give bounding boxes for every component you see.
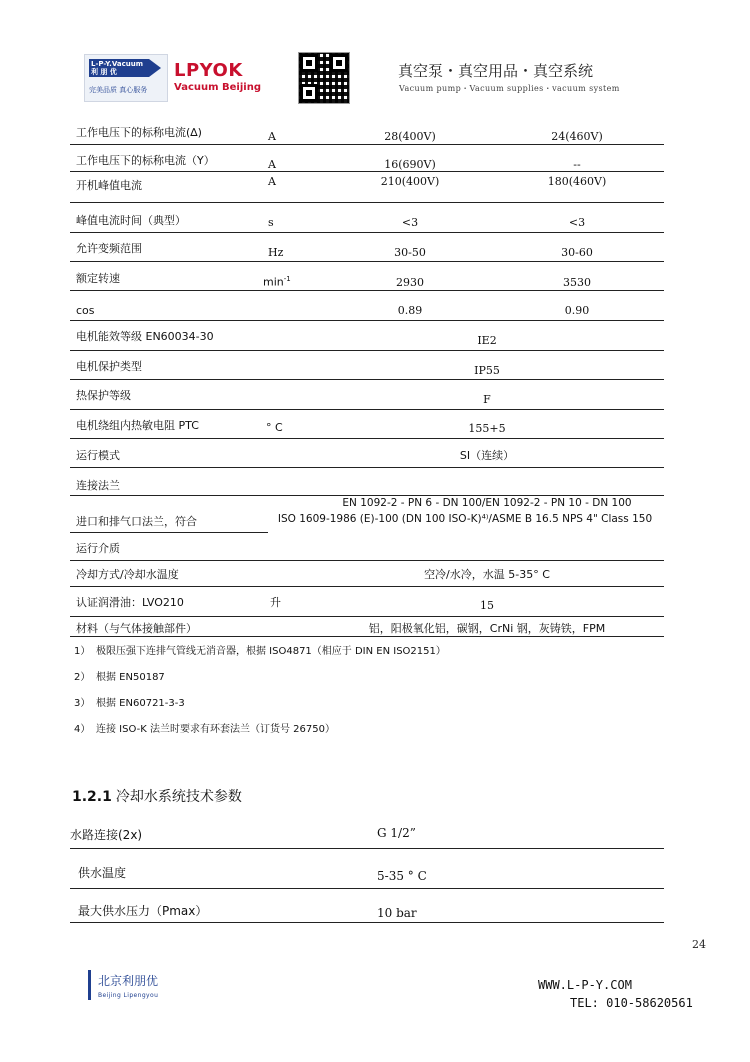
row-value: 15 (480, 599, 494, 612)
section-number: 1.2.1 (72, 789, 112, 805)
row-label: 电机保护类型 (76, 360, 142, 373)
row-label: 工作电压下的标称电流（Y） (76, 154, 215, 167)
logo-slogan: 完美品质 真心服务 (89, 86, 148, 94)
row-unit: s (268, 216, 274, 229)
row-value-1: 2930 (396, 276, 424, 289)
row-unit: Hz (268, 246, 284, 259)
row-label: 电机能效等级 EN60034-30 (76, 330, 214, 343)
row-value-2: -- (573, 158, 581, 171)
page-number: 24 (692, 938, 706, 951)
footer-accent-bar (88, 970, 91, 1000)
section-title (72, 786, 242, 806)
row-label: 水路连接(2x) (70, 828, 143, 842)
row-value: IP55 (474, 364, 500, 377)
row-value-2: 180(460V) (547, 175, 607, 188)
row-value-2: 30-60 (561, 246, 593, 259)
footnote: 4） 连接 ISO-K 法兰时要求有环套法兰（订货号 26750） (74, 724, 335, 735)
row-unit: A (268, 130, 276, 143)
row-unit: $\min^{-1}$ (263, 275, 291, 289)
row-value-2: 0.90 (564, 304, 590, 317)
row-value-1: <3 (401, 216, 419, 229)
row-value-1: 30-50 (394, 246, 426, 259)
row-label: 认证润滑油：LVO210 (76, 596, 184, 609)
row-label: 供水温度 (78, 866, 127, 880)
row-label: 额定转速 (76, 272, 120, 285)
row-unit: A (268, 158, 276, 171)
brand-logo (170, 60, 280, 100)
row-label: 工作电压下的标称电流(∆) (76, 126, 202, 139)
tagline-cn: 真空泵・真空用品・真空系统 (398, 62, 594, 80)
tagline-en: Vacuum pump・Vacuum supplies・vacuum system (399, 84, 620, 93)
footer-website-link[interactable]: WWW.L-P-Y.COM (538, 978, 632, 992)
row-label: 最大供水压力（Pmax） (78, 904, 208, 918)
row-label: 冷却方式/冷却水温度 (76, 568, 179, 581)
footer-company-cn: 北京利朋优 (98, 974, 159, 988)
company-logo (84, 54, 168, 102)
row-value: 空冷/水冷，水温 5-35° C (424, 568, 550, 581)
row-label: 运行模式 (76, 449, 120, 462)
row-label: cos (76, 304, 95, 317)
row-value-2: <3 (568, 216, 586, 229)
row-label: 峰值电流时间（典型） (76, 214, 186, 227)
brand-name: LPYOK (174, 60, 243, 81)
row-label: 进口和排气口法兰，符合 (76, 515, 197, 528)
logo-bar-text: L-P-Y.Vacuum 利 朋 优 (91, 60, 143, 76)
row-label: 热保护等级 (76, 389, 131, 402)
row-value: 155+5 (468, 422, 506, 435)
qr-code-icon (298, 52, 350, 104)
row-unit: A (268, 175, 276, 188)
row-value: G 1/2” (377, 826, 416, 840)
row-label: 材料（与气体接触部件） (76, 622, 197, 635)
row-value-1: 28(400V) (384, 130, 436, 143)
row-value-2: 3530 (563, 276, 591, 289)
footnote: 2） 根据 EN50187 (74, 672, 165, 683)
row-value: 10 bar (377, 906, 417, 920)
row-value: 铝，阳极氧化铝，碳钢，CrNi 钢，灰铸铁，FPM (368, 622, 606, 635)
row-label: 开机峰值电流 (76, 179, 142, 192)
row-label: 电机绕组内热敏电阻 PTC (76, 419, 199, 432)
section-heading: 冷却水系统技术参数 (115, 789, 242, 805)
row-value: F (483, 393, 491, 406)
flange-standard-2: ISO 1609-1986 (E)-100 (DN 100 ISO-K)⁴⁾/ASME B 16.5 NPS 4" Class 150 (277, 513, 653, 525)
row-unit: ° C (266, 421, 283, 434)
row-label: 连接法兰 (76, 479, 120, 492)
row-value: 5-35 ° C (377, 869, 427, 883)
footnote: 3） 根据 EN60721-3-3 (74, 698, 185, 709)
footer-telephone: TEL: 010-58620561 (570, 996, 693, 1010)
row-value-2: 24(460V) (551, 130, 603, 143)
footnote: 1） 极限压强下连排气管线无消音器，根据 ISO4871（相应于 DIN EN ISO2151） (74, 646, 446, 657)
row-value: IE2 (477, 334, 497, 347)
row-value-1: 0.89 (397, 304, 423, 317)
brand-sub: Vacuum Beijing (174, 82, 261, 93)
row-value-1: 16(690V) (384, 158, 436, 171)
row-label: 允许变频范围 (76, 242, 142, 255)
row-value: SI（连续） (459, 449, 515, 462)
flange-standard-1: EN 1092-2 - PN 6 - DN 100/EN 1092-2 - PN 10 - DN 100 (342, 497, 632, 509)
row-value-1: 210(400V) (380, 175, 440, 188)
page-header (78, 48, 678, 108)
row-unit: 升 (270, 596, 281, 609)
footer-company-en: Beijing Lipengyou (98, 992, 159, 999)
row-label: 运行介质 (76, 542, 120, 555)
